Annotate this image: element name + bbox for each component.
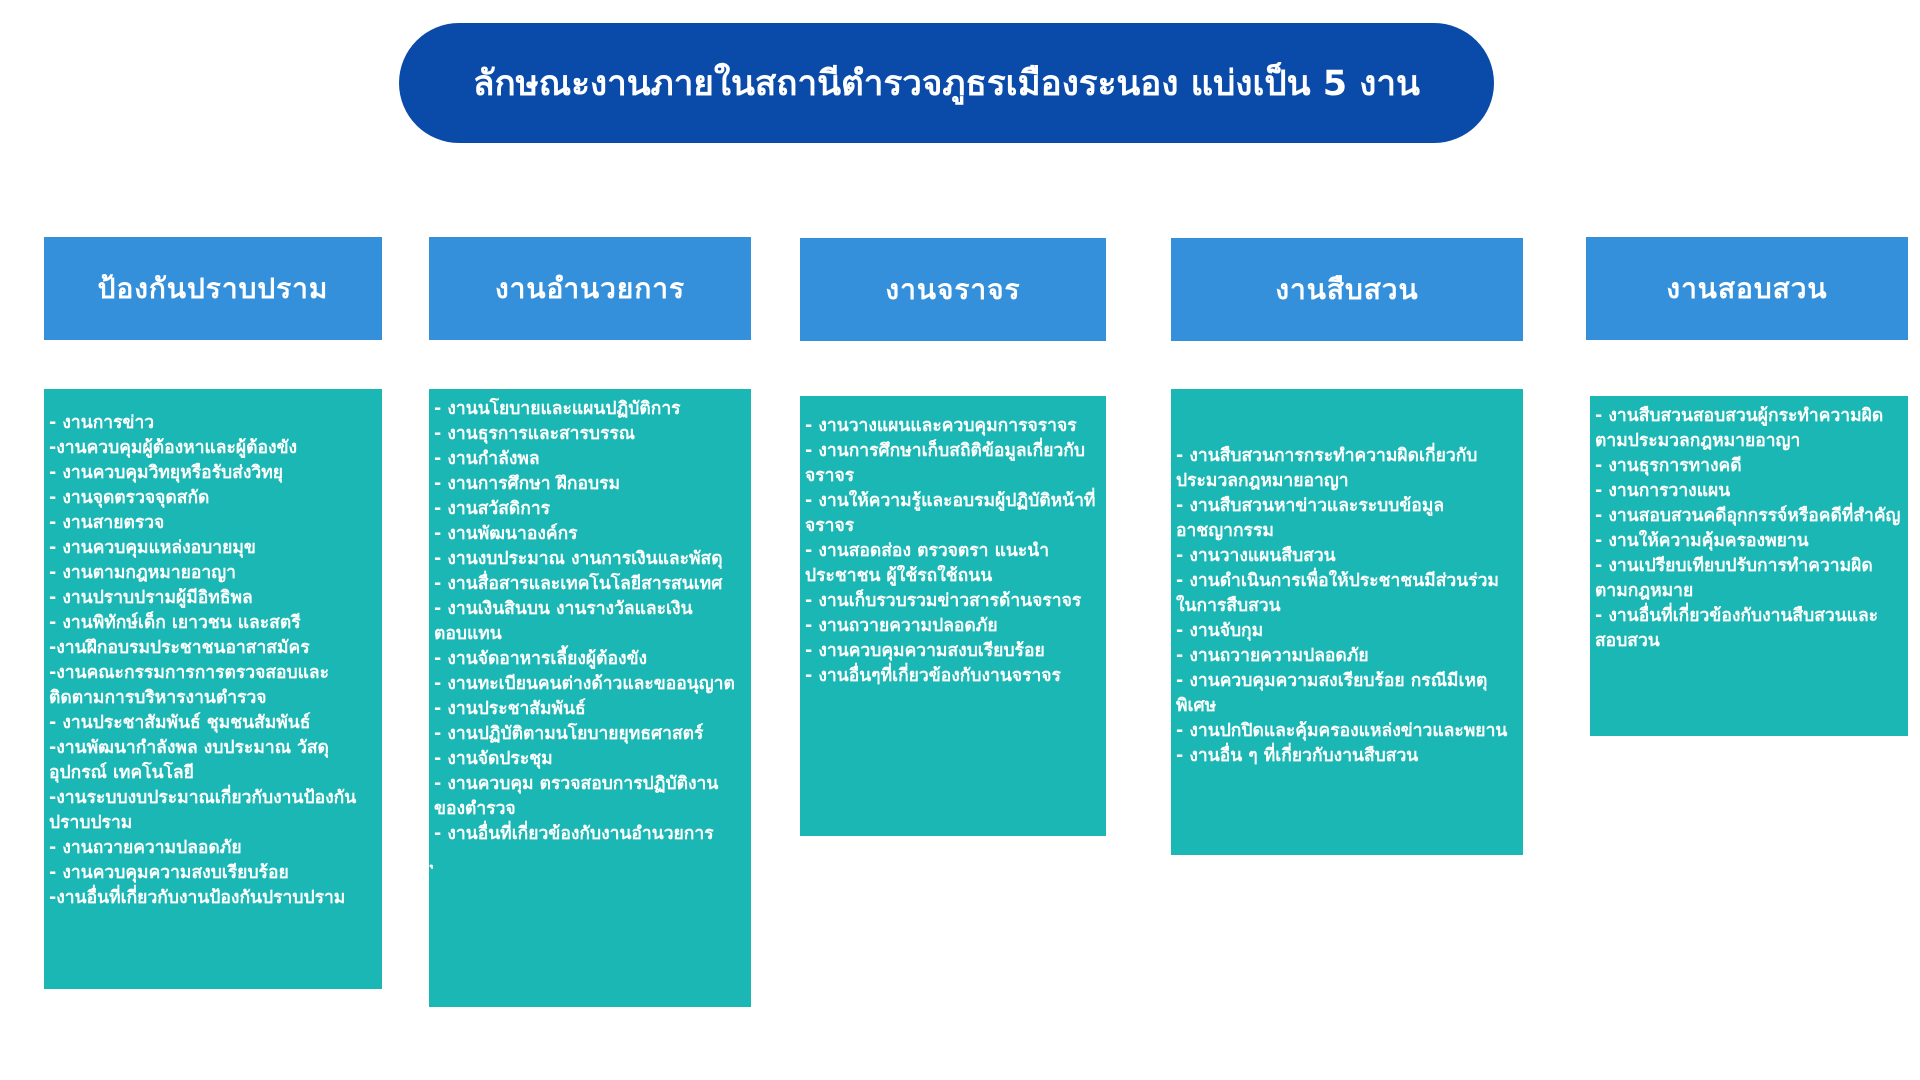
list-item: - งานสืบสวนหาข่าวและระบบข้อมูลอาชญากรรม <box>1176 496 1445 541</box>
column-header-prevention: ป้องกันปราบปราม <box>44 237 382 340</box>
column-content-prevention <box>44 389 382 989</box>
list-item: - งานธุรการทางคดี <box>1595 456 1742 476</box>
column-header-investigation: งานสืบสวน <box>1171 238 1523 341</box>
list-item: - งานกำลังพล <box>434 449 540 469</box>
column-content-investigation <box>1171 389 1523 855</box>
list-item: -งานควบคุมผู้ต้องหาและผู้ต้องขัง <box>49 438 298 458</box>
list-item: - งานให้ความรู้และอบรมผู้ปฏิบัติหน้าที่จราจร <box>805 491 1096 536</box>
list-item: - งานจับกุม <box>1176 621 1264 641</box>
list-item: - งานถวายความปลอดภัย <box>805 616 998 636</box>
list-item: - งานควบคุมความสงบเรียบร้อย <box>49 863 289 883</box>
list-item: -งานอื่นที่เกี่ยวกับงานป้องกันปราบปราม <box>49 888 346 908</box>
list-item: -งานฝึกอบรมประชาชนอาสาสมัคร <box>49 638 310 658</box>
item-list <box>434 397 747 872</box>
list-item: - งานจัดประชุม <box>434 749 553 769</box>
list-item: -งานระบบงบประมาณเกี่ยวกับงานป้องกันปราบปราม <box>49 788 357 833</box>
list-item: - งานถวายความปลอดภัย <box>1176 646 1369 666</box>
list-item: - งานการวางแผน <box>1595 481 1731 501</box>
list-item: - งานการข่าว <box>49 413 155 433</box>
item-list <box>1176 444 1519 769</box>
list-item: - งานสายตรวจ <box>49 513 165 533</box>
list-item: - งานควบคุม ตรวจสอบการปฏิบัติงานของตำรวจ <box>434 774 719 819</box>
list-item: - งานสอบสวนคดีอุกกรรจ์หรือคดีที่สำคัญ <box>1595 506 1901 526</box>
list-item <box>434 847 747 872</box>
list-item: - งานทะเบียนคนต่างด้าวและขออนุญาต <box>434 674 735 694</box>
list-item: - งานวางแผนและควบคุมการจราจร <box>805 416 1077 436</box>
list-item: - งานวางแผนสืบสวน <box>1176 546 1336 566</box>
list-item: - งานควบคุมแหล่งอบายมุข <box>49 538 256 558</box>
list-item: - งานควบคุมความสงบเรียบร้อย <box>805 641 1045 661</box>
item-list <box>805 414 1102 689</box>
list-item: - งานพิทักษ์เด็ก เยาวชน และสตรี <box>49 613 301 633</box>
column-content-administration <box>429 389 751 1007</box>
item-list <box>49 411 378 911</box>
list-item: - งานปกปิดและคุ้มครองแหล่งข่าวและพยาน <box>1176 721 1508 741</box>
column-content-inquiry <box>1590 396 1908 736</box>
list-item: - งานดำเนินการเพื่อให้ประชาชนมีส่วนร่วมในการสืบสวน <box>1176 571 1499 616</box>
list-item: - งานสืบสวนการกระทำความผิดเกี่ยวกับประมวลกฎหมายอาญา <box>1176 446 1478 491</box>
list-item: - งานอื่นที่เกี่ยวข้องกับงานอำนวยการ <box>434 824 714 844</box>
list-item: - งานอื่นที่เกี่ยวข้องกับงานสืบสวนและสอบสวน <box>1595 606 1879 651</box>
column-header-inquiry: งานสอบสวน <box>1586 237 1908 340</box>
list-item: - งานสวัสดิการ <box>434 499 551 519</box>
list-item: - งานถวายความปลอดภัย <box>49 838 242 858</box>
list-item: - งานงบประมาณ งานการเงินและพัสดุ <box>434 549 723 569</box>
list-item: - งานตามกฎหมายอาญา <box>49 563 236 583</box>
list-item: - งานให้ความคุ้มครองพยาน <box>1595 531 1809 551</box>
column-content-traffic <box>800 396 1106 836</box>
column-header-traffic: งานจราจร <box>800 238 1106 341</box>
item-list <box>1595 404 1904 654</box>
list-item: - งานปฏิบัติตามนโยบายยุทธศาสตร์ <box>434 724 704 744</box>
list-item: - งานประชาสัมพันธ์ <box>434 699 586 719</box>
list-item: - งานสอดส่อง ตรวจตรา แนะนำประชาชน ผู้ใช้รถใช้ถนน <box>805 541 1050 586</box>
list-item: - งานจุดตรวจจุดสกัด <box>49 488 210 508</box>
list-item: - งานประชาสัมพันธ์ ชุมชนสัมพันธ์ <box>49 713 311 733</box>
diagram-title: ลักษณะงานภายในสถานีตำรวจภูธรเมืองระนอง แบ่งเป็น 5 งาน <box>399 23 1494 143</box>
list-item: - งานอื่น ๆ ที่เกี่ยวกับงานสืบสวน <box>1176 746 1419 766</box>
list-item: - งานเงินสินบน งานรางวัลและเงินตอบแทน <box>434 599 693 644</box>
list-item: - งานนโยบายและแผนปฏิบัติการ <box>434 399 681 419</box>
list-item: - งานการศึกษา ฝึกอบรม <box>434 474 621 494</box>
list-item: - งานจัดอาหารเลี้ยงผู้ต้องขัง <box>434 649 648 669</box>
list-item: - งานสืบสวนสอบสวนผู้กระทำความผิดตามประมวลกฎหมายอาญา <box>1595 406 1884 451</box>
list-item: - งานอื่นๆที่เกี่ยวข้องกับงานจราจร <box>805 666 1061 686</box>
list-item: -งานคณะกรรมการการตรวจสอบและติดตามการบริหารงานตำรวจ <box>49 663 330 708</box>
list-item: - งานพัฒนาองค์กร <box>434 524 578 544</box>
list-item: - งานควบคุมวิทยุหรือรับส่งวิทยุ <box>49 463 283 483</box>
list-item: - งานควบคุมความสงเรียบร้อย กรณีมีเหตุพิเศษ <box>1176 671 1488 716</box>
list-item: - งานปราบปรามผู้มีอิทธิพล <box>49 588 253 608</box>
list-item: - งานสื่อสารและเทคโนโลยีสารสนเทศ <box>434 574 723 594</box>
list-item: - งานเปรียบเทียบปรับการทำความผิดตามกฎหมาย <box>1595 556 1873 601</box>
list-item: - งานเก็บรวบรวมข่าวสารด้านจราจร <box>805 591 1082 611</box>
column-header-administration: งานอำนวยการ <box>429 237 751 340</box>
list-item: -งานพัฒนากำลังพล งบประมาณ วัสดุ อุปกรณ์ เทคโนโลยี <box>49 738 329 783</box>
list-item: - งานธุรการและสารบรรณ <box>434 424 636 444</box>
list-item: - งานการศึกษาเก็บสถิติข้อมูลเกี่ยวกับจราจร <box>805 441 1085 486</box>
